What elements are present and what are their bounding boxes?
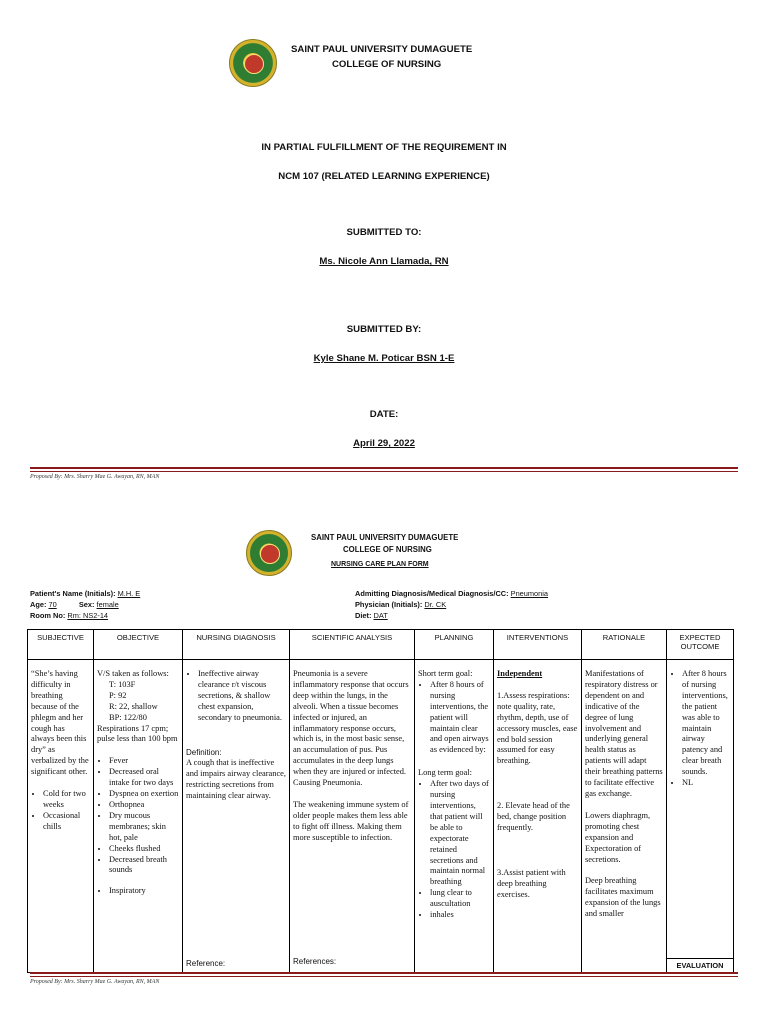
table-header-row [28,630,734,660]
sex-value: female [96,600,119,609]
footer-rule-thick [30,467,738,469]
footer-rule-thin-2 [30,976,738,977]
intervention-1: 1.Assess respirations: note quality, rate, rhythm, depth, use of accessory muscles, ease end bold session assumed for easy breathing. [497,690,578,766]
physician-label: Physician (Initials): [355,600,423,609]
interventions-heading: Independent [497,669,543,678]
rationale-3: Deep breathing facilitates maximum expansion of the lungs and smaller [585,876,661,919]
objective-bullet: • Fever [109,756,179,767]
diagnosis-row [355,589,548,598]
physician-row [355,600,446,609]
objective-resp-note: Respirations 17 cpm; pulse less than 100 bpm [97,723,178,744]
form-college: COLLEGE OF NURSING [343,545,432,554]
cover-submitted-to-name [0,256,768,267]
objective-bullet: • Cheeks flushed [109,844,179,855]
diagnosis-reference-label: Reference: [186,959,226,969]
long-term-goal: • After two days of nursing interventions, that patient will be able to expectorate retained secretions and maintain normal breathing [430,779,490,888]
short-term-goal: • After 8 hours of nursing interventions, the patient will maintain clear and open airways as evidenced by: [430,680,490,756]
diagnosis-label: Admitting Diagnosis/Medical Diagnosis/CC: [355,589,509,598]
intervention-2: 2. Elevate head of the bed, change position frequently. [497,801,570,833]
room-label: Room No: [30,611,66,620]
subjective-bullet-1: • Cold for two weeks [43,789,90,811]
age-sex-row [30,600,119,609]
objective-cell [94,660,183,973]
outcome-cell [667,660,734,973]
cover-submitted-to-label: SUBMITTED TO: [346,227,422,238]
outcome-bullet: • After 8 hours of nursing interventions, the patient was able to maintain airway patency and clear breath sounds. [682,669,730,778]
analysis-paragraph-2: The weakening immune system of older people makes them less able to fight off illness. Making them more susceptible to infection. [293,799,409,842]
form-title [331,561,429,568]
header-objective: OBJECTIVE [94,630,183,660]
outcome-bullet: • NL [682,778,730,789]
subjective-cell [28,660,94,973]
submitted-by-name: Kyle Shane M. Poticar BSN 1-E [313,353,455,364]
cover-date-value [0,438,768,449]
subjective-quote: “She’s having difficulty in breathing because of the phlegm and her cough has always been this dry” as verbalized by the significant other. [31,669,89,777]
definition-text: A cough that is ineffective and impairs airway clearance, restricting secretions from maintaining clear airway. [186,758,286,801]
sex-label: Sex: [78,600,95,609]
footer-text-page2: Proposed By: Mrs. Sharry Mae G. Awayan, RN, MAN [30,979,160,985]
date-value: April 29, 2022 [353,438,415,449]
footer-rule-thin [30,471,738,472]
analysis-references-label: References: [293,957,337,967]
cover-date-label: DATE: [369,409,399,420]
objective-intro: V/S taken as follows: [97,669,169,678]
cover-university: SAINT PAUL UNIVERSITY DUMAGUETE [291,44,473,55]
header-interventions: INTERVENTIONS [494,630,582,660]
long-term-goal: • inhales [430,910,490,921]
diagnosis-cell [183,660,290,973]
vital-bp: BP: 122/80 [109,712,147,722]
patient-name-row [30,589,140,598]
evaluation-label: EVALUATION [667,958,733,972]
planning-cell [415,660,494,973]
diet-value: DAT [373,611,388,620]
objective-bullet: • Decreased oral intake for two days [109,767,179,789]
long-term-goal: • lung clear to auscultation [430,888,490,910]
diet-label: Diet: [355,611,372,620]
rationale-cell [582,660,667,973]
vital-resp: R: 22, shallow [109,701,158,711]
vital-temp: T: 103F [109,679,136,689]
header-planning: PLANNING [415,630,494,660]
objective-bullet: • Dyspnea on exertion [109,789,179,800]
submitted-to-name: Ms. Nicole Ann Llamada, RN [319,256,449,267]
objective-bullet: • Dry mucous membranes; skin hot, pale [109,811,179,844]
header-nursing-diagnosis: NURSING DIAGNOSIS [183,630,290,660]
objective-bullet: • Orthopnea [109,800,179,811]
university-logo-form [246,530,292,576]
diet-row [355,611,388,620]
patient-name-label: Patient's Name (Initials): [30,589,116,598]
header-rationale: RATIONALE [582,630,667,660]
cover-submitted-by-name [0,353,768,364]
cover-fulfillment: IN PARTIAL FULFILLMENT OF THE REQUIREMENT IN [261,142,507,153]
long-term-label: Long term goal: [418,768,472,778]
footer-rule-thick-2 [30,972,738,974]
patient-name-value: M.H. E [117,589,141,598]
cover-course: NCM 107 (RELATED LEARNING EXPERIENCE) [278,171,490,182]
room-row [30,611,108,620]
analysis-paragraph-1: Pneumonia is a severe inflammatory response that occurs deep within the lungs, in the alveoli. When a tissue becomes infected or injured, an inflammatory response occurs, which is, in the most basic sense, an accumulation of pus. Pus accumulates in the deep lungs when they are injured or infected. Causing Pneumonia. [293,669,409,788]
intervention-3: 3.Assist patient with deep breathing exercises. [497,867,566,899]
header-expected-outcome: EXPECTED OUTCOME [667,630,734,660]
diagnosis-statement: • Ineffective airway clearance r/t viscous secretions, & shallow chest expansion, secondary to pneumonia. [198,669,286,724]
objective-bullet: • Decreased breath sounds [109,855,179,877]
age-value: 70 [48,600,57,609]
rationale-2: Lowers diaphragm, promoting chest expansion and Expectoration of secretions. [585,810,651,864]
physician-value: Dr. CK [424,600,447,609]
vital-pulse: P: 92 [109,690,127,700]
nursing-care-plan-table [27,629,734,973]
cover-submitted-by-label: SUBMITTED BY: [346,324,422,335]
rationale-1: Manifestations of respiratory distress or dependent on and indicative of the degree of lung involvement and underlying general health status as patients will adapt their breathing patterns to facilitate effective gas exchange. [585,669,663,798]
header-subjective: SUBJECTIVE [28,630,94,660]
university-logo [229,39,277,87]
age-label: Age: [30,600,47,609]
definition-label: Definition: [186,747,222,757]
header-scientific-analysis: SCIENTIFIC ANALYSIS [290,630,415,660]
subjective-bullet-2: • Occasional chills [43,811,90,833]
short-term-label: Short term goal: [418,669,473,678]
form-title-text: NURSING CARE PLAN FORM [331,561,429,568]
form-university: SAINT PAUL UNIVERSITY DUMAGUETE [311,533,459,542]
table-body-row [28,660,734,973]
room-value: Rm: NS2-14 [67,611,109,620]
objective-bullet: • Inspiratory [109,886,179,897]
footer-text-page1: Proposed By: Mrs. Sharry Mae G. Awayan, RN, MAN [30,474,160,480]
analysis-cell [290,660,415,973]
cover-college: COLLEGE OF NURSING [332,59,442,70]
interventions-cell [494,660,582,973]
diagnosis-value: Pneumonia [510,589,549,598]
